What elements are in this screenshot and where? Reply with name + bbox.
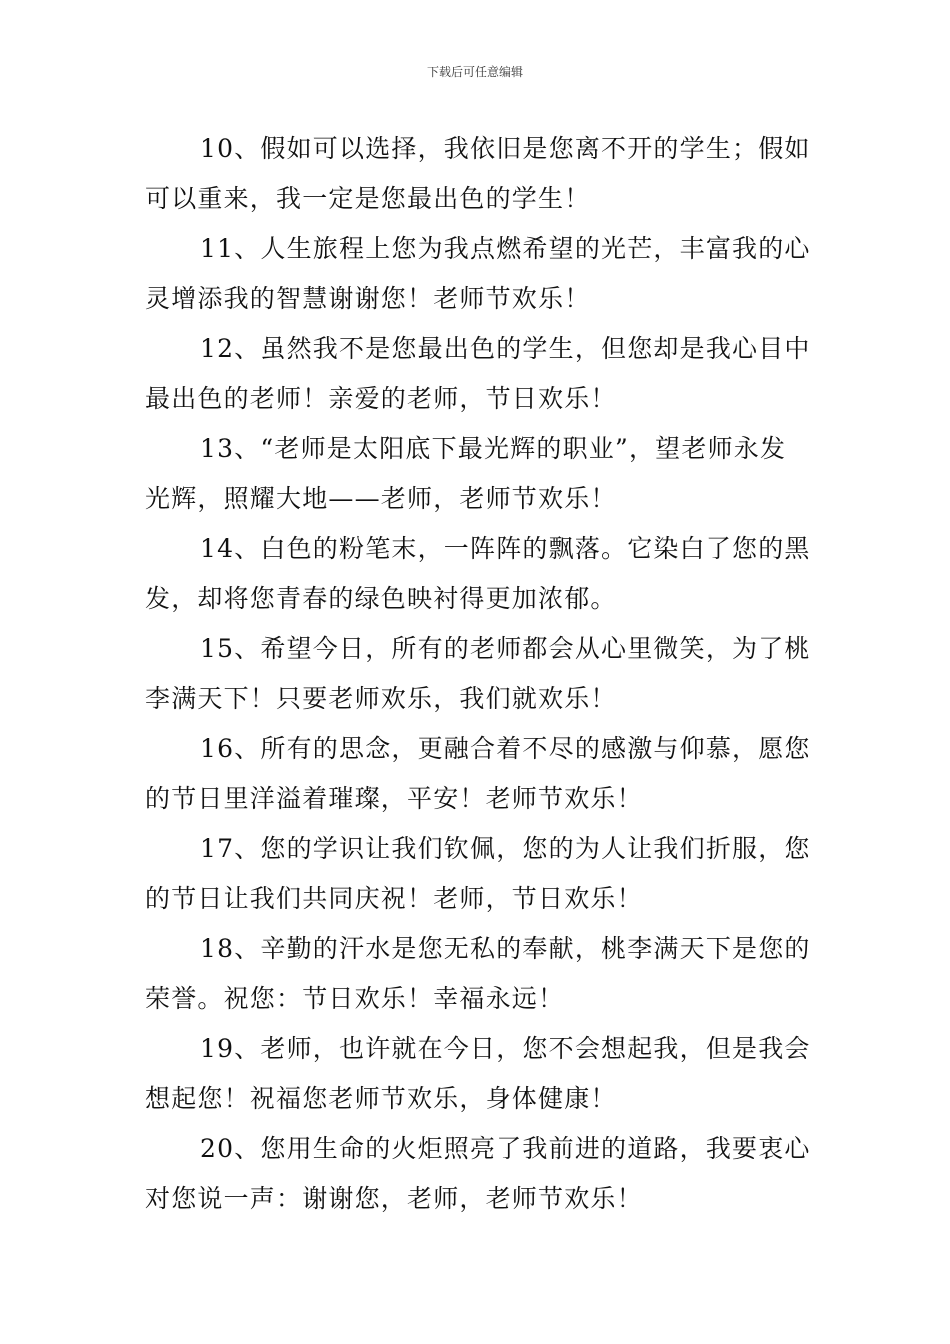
paragraph-line: 20、您用生命的火炬照亮了我前进的道路，我要衷心 — [200, 1134, 811, 1163]
paragraph-19 — [145, 1024, 810, 1124]
paragraph-12 — [145, 324, 810, 424]
document-body — [145, 124, 810, 1224]
paragraph-line: 对您说一声：谢谢您，老师，老师节欢乐！ — [145, 1184, 643, 1213]
paragraph-line: 的节日里洋溢着璀璨，平安！老师节欢乐！ — [145, 784, 643, 813]
paragraph-line: 可以重来，我一定是您最出色的学生！ — [145, 184, 591, 213]
paragraph-line: 11、人生旅程上您为我点燃希望的光芒，丰富我的心 — [200, 234, 811, 263]
paragraph-line: 光辉，照耀大地——老师，老师节欢乐！ — [145, 484, 617, 513]
paragraph-14 — [145, 524, 810, 624]
page-header: 下载后可任意编辑 — [426, 65, 523, 79]
paragraph-18 — [145, 924, 810, 1024]
paragraph-line: 的节日让我们共同庆祝！老师，节日欢乐！ — [145, 884, 643, 913]
paragraph-line: 想起您！祝福您老师节欢乐，身体健康！ — [145, 1084, 617, 1113]
paragraph-line: 12、虽然我不是您最出色的学生，但您却是我心目中 — [200, 334, 811, 363]
paragraph-line: 18、辛勤的汗水是您无私的奉献，桃李满天下是您的 — [200, 934, 811, 963]
paragraph-line: 发，却将您青春的绿色映衬得更加浓郁。 — [145, 584, 617, 613]
paragraph-line: 灵增添我的智慧谢谢您！老师节欢乐！ — [145, 284, 591, 313]
paragraph-10 — [145, 124, 810, 224]
paragraph-line: 15、希望今日，所有的老师都会从心里微笑，为了桃 — [200, 634, 811, 663]
paragraph-15 — [145, 624, 810, 724]
paragraph-20 — [145, 1124, 810, 1224]
paragraph-13 — [145, 424, 810, 524]
paragraph-line: 19、老师，也许就在今日，您不会想起我，但是我会 — [200, 1034, 811, 1063]
paragraph-17 — [145, 824, 810, 924]
paragraph-line: 李满天下！只要老师欢乐，我们就欢乐！ — [145, 684, 617, 713]
paragraph-line: 17、您的学识让我们钦佩，您的为人让我们折服，您 — [200, 834, 811, 863]
paragraph-line: 14、白色的粉笔末，一阵阵的飘落。它染白了您的黑 — [200, 534, 811, 563]
paragraph-line: 16、所有的思念，更融合着不尽的感激与仰慕，愿您 — [200, 734, 811, 763]
paragraph-16 — [145, 724, 810, 824]
paragraph-line: 最出色的老师！亲爱的老师，节日欢乐！ — [145, 384, 617, 413]
paragraph-line: 13、“老师是太阳底下最光辉的职业”，望老师永发 — [200, 434, 787, 463]
paragraph-11 — [145, 224, 810, 324]
paragraph-line: 10、假如可以选择，我依旧是您离不开的学生；假如 — [200, 134, 811, 163]
paragraph-line: 荣誉。祝您：节日欢乐！幸福永远！ — [145, 984, 565, 1013]
